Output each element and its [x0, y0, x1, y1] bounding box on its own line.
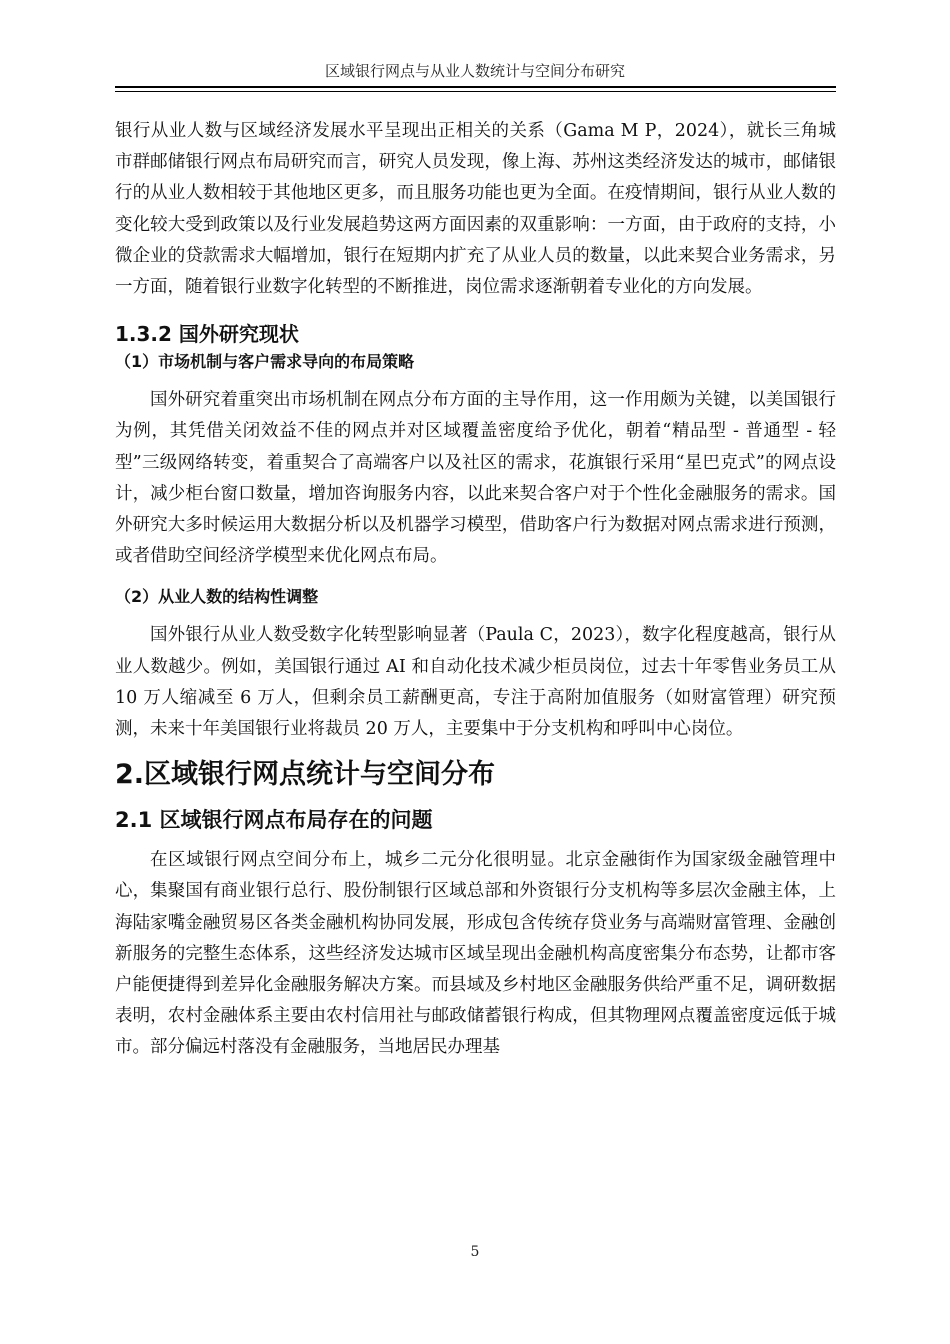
section-2-1-paragraph: 在区域银行网点空间分布上，城乡二元分化很明显。北京金融街作为国家级金融管理中心，集聚国有商业银行总行、股份制银行区域总部和外资银行分支机构等多层次金融主体，上海陆家嘴金融贸易区各类金融机构协同发展，形成包含传统存贷业务与高端财富管理、金融创新服务的完整生态体系，这些经济发达城市区域呈现出金融机构高度密集分布态势，让都市客户能便捷得到差异化金融服务解决方案。而县域及乡村地区金融服务供给严重不足，调研数据表明，农村金融体系主要由农村信用社与邮政储蓄银行构成，但其物理网点覆盖密度远低于城市。部分偏远村落没有金融服务，当地居民办理基	[115, 850, 836, 1058]
running-header: 区域银行网点与从业人数统计与空间分布研究	[324, 62, 625, 80]
market-mechanism-paragraph: 国外研究着重突出市场机制在网点分布方面的主导作用，这一作用颇为关键，以美国银行为例，其凭借关闭效益不佳的网点并对区域覆盖密度给予优化，朝着“精品型 - 普通型 - 轻型”三级网络转变，着重契合了高端客户以及社区的需求，花旗银行采用“星巴克式”的网点设计，减少柜台窗口数量，增加咨询服务内容，以此来契合客户对于个性化金融服务的需求。国外研究大多时候运用大数据分析以及机器学习模型，借助客户行为数据对网点需求进行预测，或者借助空间经济学模型来优化网点布局。	[115, 390, 836, 567]
page-content	[115, 116, 836, 1064]
section-heading-2-1: 2.1 区域银行网点布局存在的问题	[115, 808, 433, 833]
subheading-market-mechanism: （1）市场机制与客户需求导向的布局策略	[115, 352, 415, 372]
structural-adjustment-paragraph: 国外银行从业人数受数字化转型影响显著（Paula C，2023），数字化程度越高，银行从业人数越少。例如，美国银行通过 AI 和自动化技术减少柜员岗位，过去十年零售业务员工从 10 万人缩减至 6 万人，但剩余员工薪酬更高，专注于高附加值服务（如财富管理）研究预测，未来十年美国银行业将裁员 20 万人，主要集中于分支机构和呼叫中心岗位。	[115, 625, 836, 740]
header-rule-thin	[115, 91, 836, 92]
header-rule-thick	[115, 86, 836, 88]
subheading-structural-adjustment: （2）从业人数的结构性调整	[115, 587, 319, 607]
section-heading-1-3-2: 1.3.2 国外研究现状	[115, 322, 299, 347]
chapter-heading-2: 2.区域银行网点统计与空间分布	[115, 759, 496, 791]
intro-paragraph: 银行从业人数与区域经济发展水平呈现出正相关的关系（Gama M P，2024），就长三角城市群邮储银行网点布局研究而言，研究人员发现，像上海、苏州这类经济发达的城市，邮储银行的从业人数相较于其他地区更多，而且服务功能也更为全面。在疫情期间，银行从业人数的变化较大受到政策以及行业发展趋势这两方面因素的双重影响：一方面，由于政府的支持，小微企业的贷款需求大幅增加，银行在短期内扩充了从业人员的数量，以此来契合业务需求，另一方面，随着银行业数字化转型的不断推进，岗位需求逐渐朝着专业化的方向发展。	[115, 121, 836, 298]
page-number: 5	[470, 1244, 480, 1260]
